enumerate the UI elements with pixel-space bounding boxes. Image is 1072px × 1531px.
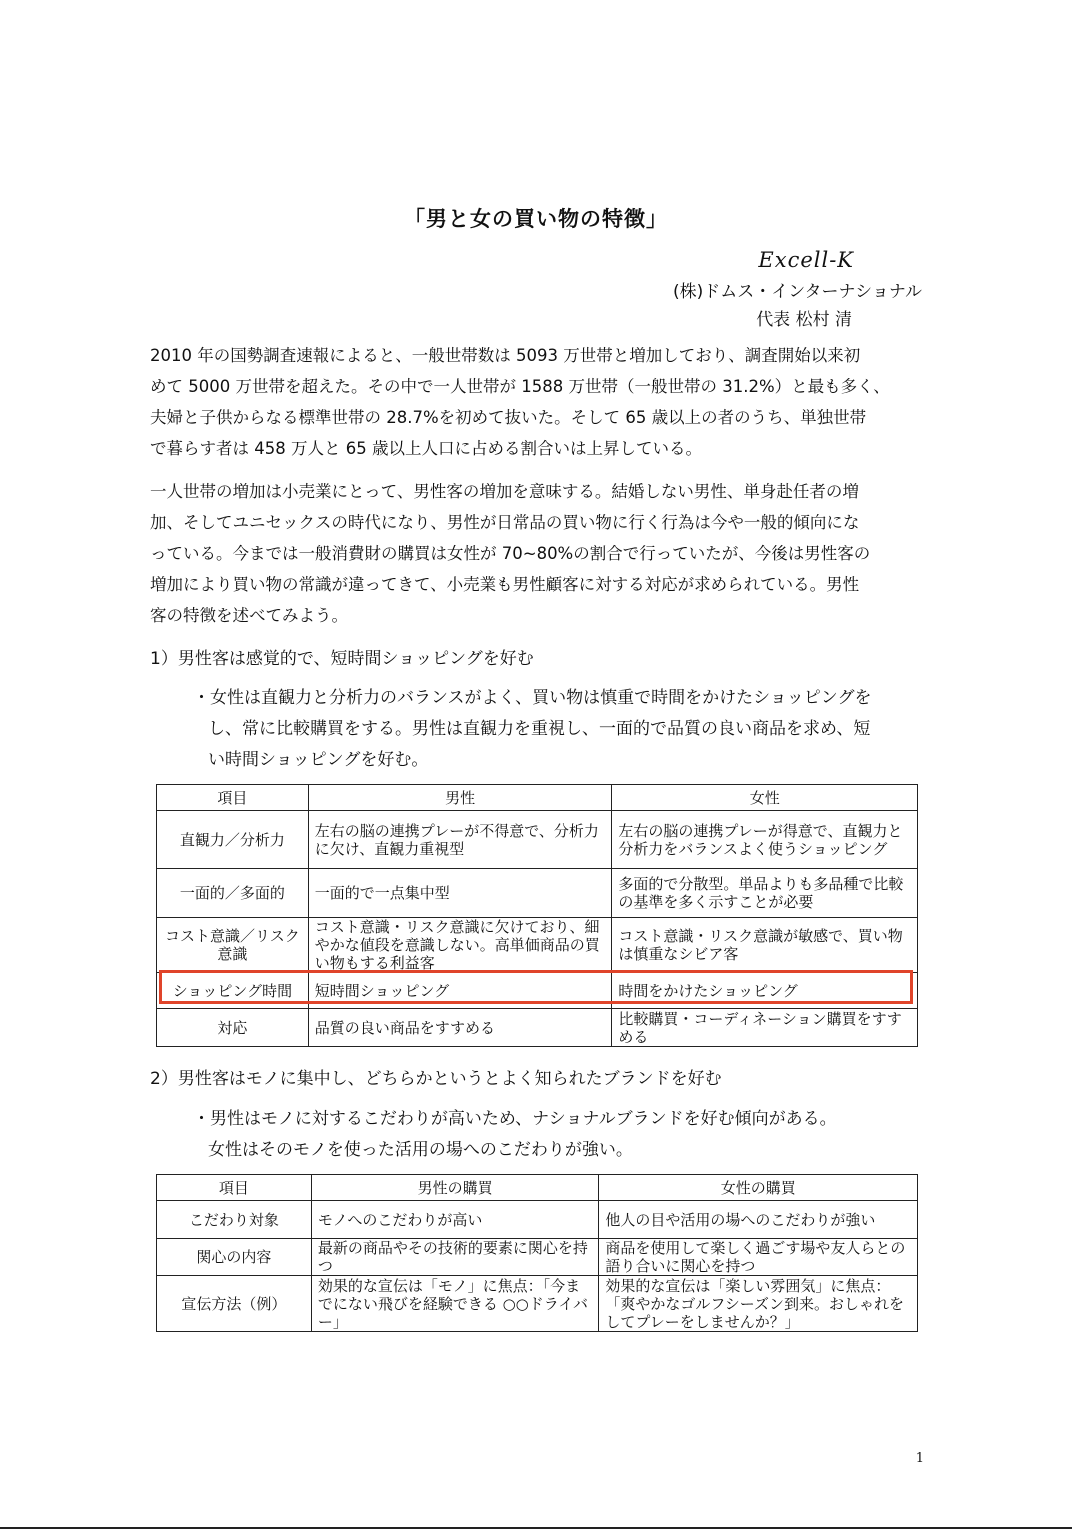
author-brand: Excell-K: [758, 248, 854, 272]
text-line: し、常に比較購買をする。男性は直観力を重視し、一面的で品質の良い商品を求め、短: [208, 719, 871, 739]
section2-heading: 2）男性客はモノに集中し、どちらかというとよく知られたブランドを好む: [150, 1069, 722, 1089]
body-paragraph: [150, 476, 925, 631]
table-row: [157, 1239, 918, 1276]
table-row: [157, 1201, 918, 1239]
table-cell: 短時間ショッピング: [308, 973, 612, 1009]
text-line: 夫婦と子供からなる標準世帯の 28.7%を初めて抜いた。そして 65 歳以上の者のうち、単独世帯: [150, 408, 867, 427]
text-line: で暮らす者は 458 万人と 65 歳以上人口に占める割合いは上昇している。: [150, 439, 702, 458]
table-cell: モノへのこだわりが高い: [311, 1201, 599, 1239]
section2-bullet: [193, 1104, 928, 1166]
table-row: [157, 1276, 918, 1332]
page-title: 「男と女の買い物の特徴」: [404, 207, 668, 231]
table-header: 男性: [308, 785, 612, 811]
table-header-row: [157, 1175, 918, 1201]
text-line: 一人世帯の増加は小売業にとって、男性客の増加を意味する。結婚しない男性、単身赴任者の増: [150, 482, 859, 501]
table-cell: 左右の脳の連携プレーが得意で、直観力と分析力をバランスよく使うショッピング: [612, 811, 918, 869]
table-cell: 一面的／多面的: [157, 869, 309, 918]
table-row: [157, 869, 918, 918]
table-cell: 効果的な宣伝は「楽しい雰囲気」に焦点：「爽やかなゴルフシーズン到来。おしゃれをしてプレーをしませんか？」: [599, 1276, 918, 1332]
table-cell: 比較購買・コーディネーション購買をすすめる: [612, 1009, 918, 1047]
table-cell: こだわり対象: [157, 1201, 312, 1239]
table-row: [157, 918, 918, 973]
table-header: 項目: [157, 1175, 312, 1201]
table-cell: コスト意識・リスク意識に欠けており、細やかな値段を意識しない。高単価商品の買い物もする利益客: [308, 918, 612, 973]
table-cell: 宣伝方法（例）: [157, 1276, 312, 1332]
intro-paragraph: [150, 340, 925, 464]
table-header-row: [157, 785, 918, 811]
table-cell: 品質の良い商品をすすめる: [308, 1009, 612, 1047]
table-cell: コスト意識／リスク意識: [157, 918, 309, 973]
representative-name: 代表 松村 清: [756, 310, 852, 330]
text-line: っている。今までは一般消費財の購買は女性が 70~80%の割合で行っていたが、今後は男性客の: [150, 544, 871, 563]
table-cell: 最新の商品やその技術的要素に関心を持つ: [311, 1239, 599, 1276]
text-line: ・女性は直観力と分析力のバランスがよく、買い物は慎重で時間をかけたショッピングを: [193, 688, 872, 708]
table-cell: 直観力／分析力: [157, 811, 309, 869]
text-line: 女性はそのモノを使った活用の場へのこだわりが強い。: [208, 1140, 633, 1160]
table-header: 男性の購買: [311, 1175, 599, 1201]
table-header: 女性の購買: [599, 1175, 918, 1201]
text-line: い時間ショッピングを好む。: [208, 750, 429, 770]
text-line: 加、そしてユニセックスの時代になり、男性が日常品の買い物に行く行為は今や一般的傾向にな: [150, 513, 860, 532]
table-cell: 時間をかけたショッピング: [612, 973, 918, 1009]
text-line: 客の特徴を述べてみよう。: [150, 606, 348, 625]
section1-heading: 1）男性客は感覚的で、短時間ショッピングを好む: [150, 649, 534, 669]
table-cell: 商品を使用して楽しく過ごす場や友人らとの語り合いに関心を持つ: [599, 1239, 918, 1276]
table-cell: 一面的で一点集中型: [308, 869, 612, 918]
text-line: めて 5000 万世帯を超えた。その中で一人世帯が 1588 万世帯（一般世帯の 31.2%）と最も多く、: [150, 377, 890, 396]
section1-bullet: [193, 683, 928, 776]
table-cell: 左右の脳の連携プレーが不得意で、分析力に欠け、直観力重視型: [308, 811, 612, 869]
table-cell: コスト意識・リスク意識が敏感で、買い物は慎重なシビア客: [612, 918, 918, 973]
comparison-table-2: [156, 1174, 918, 1332]
text-line: 2010 年の国勢調査速報によると、一般世帯数は 5093 万世帯と増加しており、調査開始以来初: [150, 346, 861, 365]
table-cell: ショッピング時間: [157, 973, 309, 1009]
table-row: [157, 1009, 918, 1047]
highlight-box: [159, 970, 913, 1004]
table-row: [157, 811, 918, 869]
table-header: 項目: [157, 785, 309, 811]
text-line: 増加により買い物の常識が違ってきて、小売業も男性顧客に対する対応が求められている。男性: [150, 575, 860, 594]
table-cell: 対応: [157, 1009, 309, 1047]
table-cell: 効果的な宣伝は「モノ」に焦点：「今までにない飛びを経験できる ○○ドライバー」: [311, 1276, 599, 1332]
comparison-table-1: [156, 784, 918, 1047]
table-cell: 多面的で分散型。単品よりも多品種で比較の基準を多く示すことが必要: [612, 869, 918, 918]
bottom-divider: [0, 1527, 1072, 1529]
text-line: ・男性はモノに対するこだわりが高いため、ナショナルブランドを好む傾向がある。: [193, 1109, 837, 1129]
page-number: 1: [915, 1451, 924, 1466]
table-cell: 他人の目や活用の場へのこだわりが強い: [599, 1201, 918, 1239]
table-cell: 関心の内容: [157, 1239, 312, 1276]
company-name: (株)ドムス・インターナショナル: [672, 282, 922, 302]
table-header: 女性: [612, 785, 918, 811]
